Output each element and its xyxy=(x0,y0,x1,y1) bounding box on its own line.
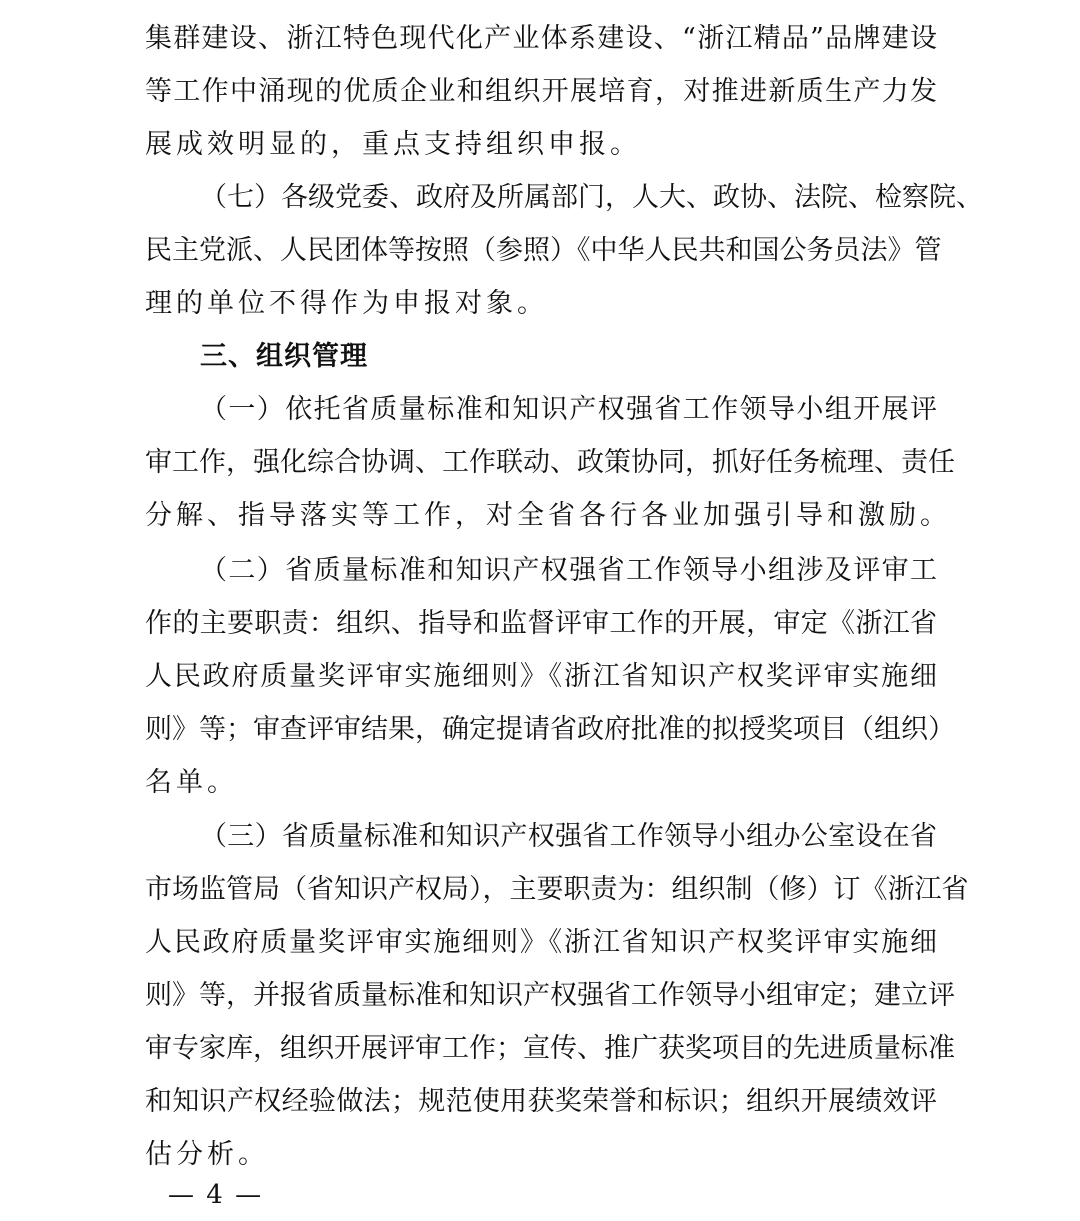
text-line: 人民政府质量奖评审实施细则》《浙江省知识产权奖评审实施细 xyxy=(145,927,937,958)
text-line: 审工作，强化综合协调、工作联动、政策协同，抓好任务梳理、责任 xyxy=(145,447,955,478)
text-line: 审专家库，组织开展评审工作；宣传、推广获奖项目的先进质量标准 xyxy=(145,1033,955,1064)
text-line: 名单。 xyxy=(145,767,238,798)
section-heading: 三、组织管理 xyxy=(200,341,368,372)
text-line: 集群建设、浙江特色现代化产业体系建设、“浙江精品”品牌建设 xyxy=(145,23,937,54)
text-line: 等工作中涌现的优质企业和组织开展培育，对推进新质生产力发 xyxy=(145,76,937,107)
text-line: 理的单位不得作为申报对象。 xyxy=(145,288,548,319)
text-line: 和知识产权经验做法；规范使用获奖荣誉和标识；组织开展绩效评 xyxy=(145,1086,937,1117)
text-line: 则》等；审查评审结果，确定提请省政府批准的拟授奖项目（组织） xyxy=(145,714,955,745)
text-line: 估分析。 xyxy=(145,1139,269,1170)
text-line: 展成效明显的，重点支持组织申报。 xyxy=(145,129,641,160)
text-line: 则》等，并报省质量标准和知识产权强省工作领导小组审定；建立评 xyxy=(145,980,955,1011)
text-line: 作的主要职责：组织、指导和监督评审工作的开展，审定《浙江省 xyxy=(145,608,937,639)
text-line: 分解、指导落实等工作，对全省各行各业加强引导和激励。 xyxy=(145,500,951,531)
paragraph-start-line: （七）各级党委、政府及所属部门，人大、政协、法院、检察院、 xyxy=(200,182,983,213)
paragraph-start-line: （二）省质量标准和知识产权强省工作领导小组涉及评审工 xyxy=(200,555,937,586)
text-line: 市场监管局（省知识产权局），主要职责为：组织制（修）订《浙江省 xyxy=(145,874,969,905)
page-number: — 4 — xyxy=(168,1180,264,1210)
text-line: 人民政府质量奖评审实施细则》《浙江省知识产权奖评审实施细 xyxy=(145,661,937,692)
paragraph-start-line: （一）依托省质量标准和知识产权强省工作领导小组开展评 xyxy=(200,394,937,425)
text-line: 民主党派、人民团体等按照（参照）《中华人民共和国公务员法》管 xyxy=(145,235,942,266)
paragraph-start-line: （三）省质量标准和知识产权强省工作领导小组办公室设在省 xyxy=(200,821,937,852)
